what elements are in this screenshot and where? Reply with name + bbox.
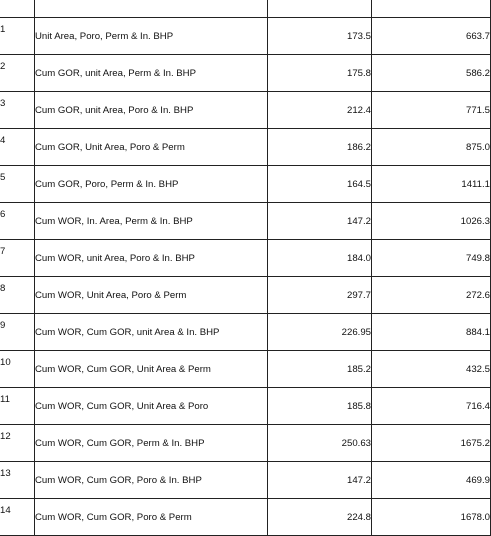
row-index-cell: 1	[0, 18, 35, 55]
table-row	[0, 129, 491, 166]
table-row	[0, 18, 491, 55]
row-index-cell: 14	[0, 499, 35, 536]
row-value1-cell: 226.95	[268, 314, 372, 351]
row-description-cell: Unit Area, Poro, Perm & In. BHP	[35, 18, 268, 55]
table-row	[0, 92, 491, 129]
table-row	[0, 166, 491, 203]
row-value1-cell: 185.2	[268, 351, 372, 388]
row-value2-cell: 1678.0	[372, 499, 491, 536]
row-description-cell: Cum WOR, In. Area, Perm & In. BHP	[35, 203, 268, 240]
row-description-cell: Cum WOR, Cum GOR, Poro & In. BHP	[35, 462, 268, 499]
row-description-cell: Cum WOR, Cum GOR, Poro & Perm	[35, 499, 268, 536]
row-index-cell: 3	[0, 92, 35, 129]
row-description-cell: Cum WOR, unit Area, Poro & In. BHP	[35, 240, 268, 277]
row-value2-cell: 771.5	[372, 92, 491, 129]
row-index-cell: 7	[0, 240, 35, 277]
table-row	[0, 240, 491, 277]
header-cell-value2	[372, 0, 491, 18]
row-value1-cell: 147.2	[268, 462, 372, 499]
table-row	[0, 388, 491, 425]
header-cell-value1	[268, 0, 372, 18]
row-index-cell: 11	[0, 388, 35, 425]
row-index-cell: 12	[0, 425, 35, 462]
row-description-cell: Cum WOR, Cum GOR, Unit Area & Poro	[35, 388, 268, 425]
row-index-cell: 8	[0, 277, 35, 314]
row-value2-cell: 272.6	[372, 277, 491, 314]
row-value2-cell: 1411.1	[372, 166, 491, 203]
row-index-cell: 9	[0, 314, 35, 351]
row-value1-cell: 185.8	[268, 388, 372, 425]
row-description-cell: Cum WOR, Cum GOR, unit Area & In. BHP	[35, 314, 268, 351]
row-value1-cell: 164.5	[268, 166, 372, 203]
row-value2-cell: 586.2	[372, 55, 491, 92]
row-value2-cell: 1026.3	[372, 203, 491, 240]
row-value2-cell: 749.8	[372, 240, 491, 277]
row-index-cell: 10	[0, 351, 35, 388]
row-description-cell: Cum WOR, Cum GOR, Unit Area & Perm	[35, 351, 268, 388]
table-row	[0, 499, 491, 536]
row-value2-cell: 875.0	[372, 129, 491, 166]
row-index-cell: 5	[0, 166, 35, 203]
table-row	[0, 277, 491, 314]
row-value1-cell: 224.8	[268, 499, 372, 536]
row-index-cell: 4	[0, 129, 35, 166]
row-description-cell: Cum GOR, unit Area, Poro & In. BHP	[35, 92, 268, 129]
row-value1-cell: 297.7	[268, 277, 372, 314]
row-value2-cell: 1675.2	[372, 425, 491, 462]
table-row	[0, 462, 491, 499]
row-value1-cell: 250.63	[268, 425, 372, 462]
row-value1-cell: 186.2	[268, 129, 372, 166]
table-row	[0, 203, 491, 240]
row-value2-cell: 432.5	[372, 351, 491, 388]
row-description-cell: Cum GOR, Poro, Perm & In. BHP	[35, 166, 268, 203]
row-description-cell: Cum GOR, Unit Area, Poro & Perm	[35, 129, 268, 166]
row-value1-cell: 212.4	[268, 92, 372, 129]
row-value2-cell: 716.4	[372, 388, 491, 425]
header-cell-index	[0, 0, 35, 18]
row-value1-cell: 175.8	[268, 55, 372, 92]
row-index-cell: 2	[0, 55, 35, 92]
table-row	[0, 425, 491, 462]
row-index-cell: 6	[0, 203, 35, 240]
row-description-cell: Cum GOR, unit Area, Perm & In. BHP	[35, 55, 268, 92]
table-row	[0, 314, 491, 351]
row-value1-cell: 184.0	[268, 240, 372, 277]
row-value1-cell: 173.5	[268, 18, 372, 55]
header-cell-description	[35, 0, 268, 18]
row-value2-cell: 469.9	[372, 462, 491, 499]
row-description-cell: Cum WOR, Unit Area, Poro & Perm	[35, 277, 268, 314]
row-value2-cell: 884.1	[372, 314, 491, 351]
table-row	[0, 351, 491, 388]
row-description-cell: Cum WOR, Cum GOR, Perm & In. BHP	[35, 425, 268, 462]
row-value1-cell: 147.2	[268, 203, 372, 240]
table-row	[0, 55, 491, 92]
row-value2-cell: 663.7	[372, 18, 491, 55]
row-index-cell: 13	[0, 462, 35, 499]
table-header-row	[0, 0, 491, 18]
